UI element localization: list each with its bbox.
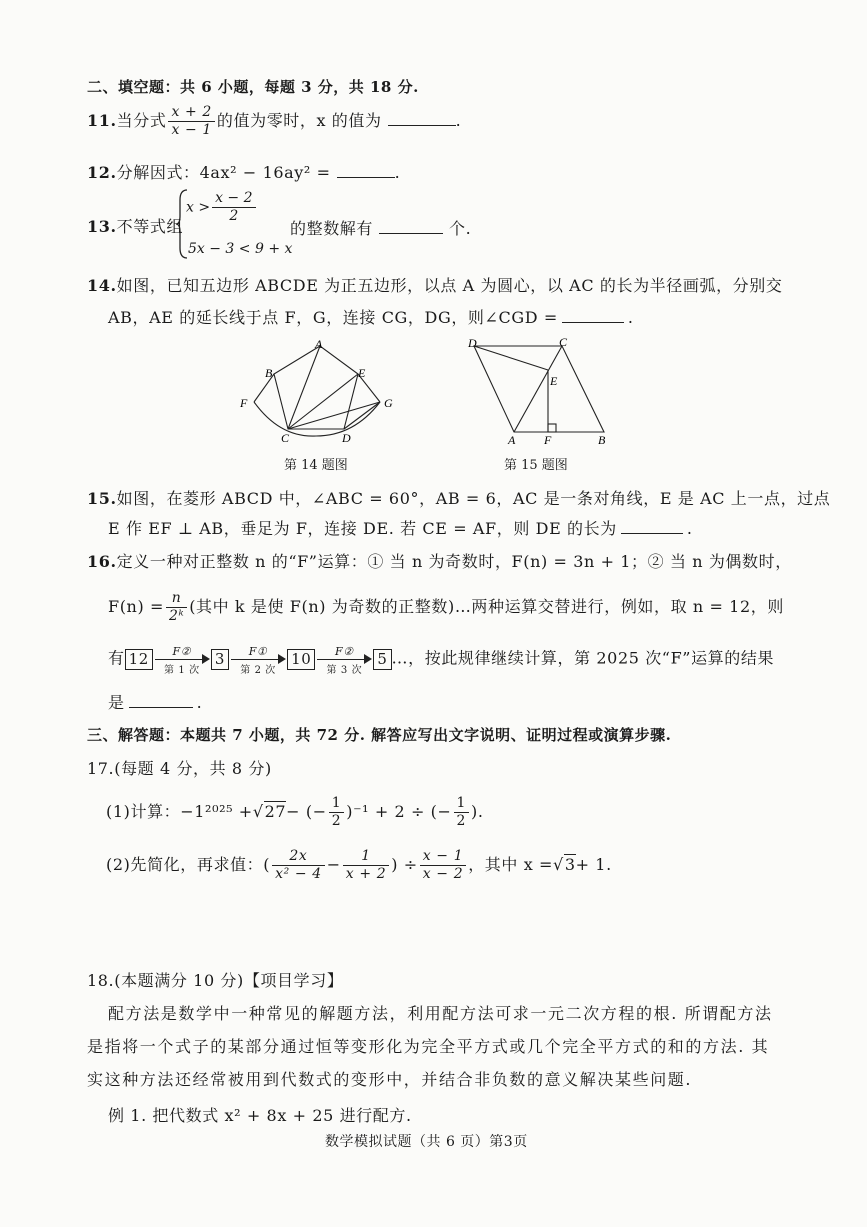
answer-blank[interactable] xyxy=(388,111,456,126)
page-footer: 数学模拟试题（共 6 页）第3页 xyxy=(325,1134,528,1150)
label-c: C xyxy=(559,335,568,349)
q16-text-3: …，按此规律继续计算，第 2025 次“F”运算的结果 xyxy=(391,648,775,668)
fraction-numerator: x − 2 xyxy=(212,190,255,208)
part-label: (1)计算： xyxy=(106,802,181,821)
q11-fraction xyxy=(168,104,214,139)
question-13-label xyxy=(87,214,183,237)
fraction-denominator: 2 xyxy=(331,813,342,829)
question-16-line-2 xyxy=(108,590,784,625)
question-number: 16. xyxy=(87,552,117,571)
label-g: G xyxy=(384,396,393,410)
inequality-lhs: x > xyxy=(186,199,211,216)
question-16-line-3 xyxy=(108,645,775,676)
arrow-step-label: 第 3 次 xyxy=(326,665,363,676)
arrow-operation-label: F① xyxy=(248,645,268,658)
figure-14-caption: 第 14 题图 xyxy=(284,458,348,473)
q13-inequality-2: 5x − 3 < 9 + x xyxy=(188,241,293,257)
operation-arrow xyxy=(315,645,373,676)
q16-formula-prefix: F(n) = xyxy=(108,597,164,616)
fraction-numerator: 1 xyxy=(329,795,345,813)
expr-segment: ). xyxy=(471,802,484,821)
value-box: 3 xyxy=(211,649,229,670)
q12-text: 分解因式：4ax² − 16ay² = xyxy=(116,163,331,182)
q13-end: 个. xyxy=(449,219,472,238)
sqrt-radicand: 27 xyxy=(264,802,287,821)
inequality-fraction xyxy=(212,190,255,225)
label-b: B xyxy=(265,366,273,380)
question-13-tail xyxy=(290,216,471,239)
fraction-numerator: x − 1 xyxy=(420,848,466,866)
answer-blank[interactable] xyxy=(337,163,395,178)
fraction xyxy=(329,795,345,830)
q15-text-2: E 作 EF ⊥ AB，垂足为 F，连接 DE. 若 CE = AF，则 DE 的长为 xyxy=(108,519,617,538)
question-number: 12. xyxy=(87,163,117,182)
q15-end: . xyxy=(686,519,693,538)
question-18-header: 18.(本题满分 10 分)【项目学习】 xyxy=(87,971,344,990)
q18-paragraph-line-3: 实这种方法还经常被用到代数式的变形中，并结合非负数的意义解决某些问题. xyxy=(87,1070,693,1089)
question-15-line-2 xyxy=(108,516,693,539)
value-box: 12 xyxy=(125,649,153,670)
fraction-denominator: 2 xyxy=(456,813,467,829)
value-box: 10 xyxy=(287,649,315,670)
q16-fraction xyxy=(166,590,187,625)
label-d: D xyxy=(342,431,351,445)
arrow-step-label: 第 1 次 xyxy=(164,665,200,676)
part-label: (2)先简化，再求值：( xyxy=(106,855,271,874)
expr-segment: − xyxy=(326,855,341,874)
question-16-line-1 xyxy=(87,549,792,572)
label-a: A xyxy=(315,337,323,351)
fraction xyxy=(454,795,470,830)
operation-arrow xyxy=(153,645,211,676)
question-number: 15. xyxy=(87,489,117,508)
q13-prefix: 不等式组 xyxy=(116,217,184,236)
q13-inequality-1 xyxy=(186,190,258,225)
answer-blank[interactable] xyxy=(379,219,443,234)
expr-segment: − (− xyxy=(286,802,327,821)
q16-text-3-prefix: 有 xyxy=(108,648,125,668)
fraction xyxy=(272,848,325,883)
sqrt-radicand: 3 xyxy=(564,855,576,874)
q11-suffix: 的值为零时，x 的值为 xyxy=(216,111,382,130)
label-e: E xyxy=(358,366,366,380)
q14-end: . xyxy=(627,308,634,327)
q16-end: . xyxy=(196,693,203,712)
expr-segment: )⁻¹ + 2 ÷ (− xyxy=(346,802,452,821)
arrow-operation-label: F② xyxy=(172,645,192,658)
label-c: C xyxy=(281,431,290,445)
label-f: F xyxy=(544,433,552,446)
section-2-title: 二、填空题：共 6 小题，每题 3 分，共 18 分. xyxy=(87,78,419,96)
question-17-part-2: (2)先简化，再求值：( $\frac{2x}{\text{x² − 4}}$ − $\frac{1}{x + 2}$ ) ÷ $\frac{x - 1}{x - 2}$ ，其中 x =√3+ 1. xyxy=(106,848,612,882)
expr-segment: + 1. xyxy=(575,855,612,874)
fraction xyxy=(343,848,389,883)
fraction-denominator: 2 xyxy=(229,208,239,224)
question-17-part-1: (1)计算：−1²⁰²⁵ +√27− (− $\frac{1}{2}$ )⁻¹ + 2 ÷ (− $\frac{1}{2}$ ). xyxy=(106,795,484,829)
fraction-numerator: n xyxy=(166,590,187,608)
expr-segment: ，其中 x = xyxy=(468,855,554,874)
section-3-title: 三、解答题：本题共 7 小题，共 72 分. 解答应写出文字说明、证明过程或演算步骤. xyxy=(87,726,672,744)
figure-15-rhombus xyxy=(458,334,618,446)
value-box: 5 xyxy=(373,649,391,670)
q18-example-1: 例 1. 把代数式 x² + 8x + 25 进行配方. xyxy=(108,1106,412,1125)
expr-segment: −1²⁰²⁵ + xyxy=(180,802,253,821)
fraction-denominator: x² − 4 xyxy=(275,866,322,882)
q15-text-1: 如图，在菱形 ABCD 中，∠ABC = 60°，AB = 6，AC 是一条对角线，E 是 AC 上一点，过点 xyxy=(116,489,831,508)
fraction-denominator: x − 1 xyxy=(171,122,212,138)
answer-blank[interactable] xyxy=(129,693,193,708)
question-12 xyxy=(87,160,400,183)
question-number: 11. xyxy=(87,111,117,130)
q12-end: . xyxy=(394,163,401,182)
answer-blank[interactable] xyxy=(562,308,624,323)
question-number: 13. xyxy=(87,217,117,236)
q11-prefix: 当分式 xyxy=(116,111,167,130)
question-11 xyxy=(87,104,461,139)
figure-15-caption: 第 15 题图 xyxy=(504,458,568,473)
arrow-step-label: 第 2 次 xyxy=(240,665,276,676)
q18-paragraph-line-2: 是指将一个式子的某部分通过恒等变形化为完全平方式或几个完全平方式的和的方法. 其 xyxy=(87,1037,770,1056)
question-number: 14. xyxy=(87,276,117,295)
question-17-header: 17.(每题 4 分，共 8 分) xyxy=(87,759,272,778)
question-15-line-1 xyxy=(87,486,830,509)
q16-text-1: 定义一种对正整数 n 的“F”运算：① 当 n 为奇数时，F(n) = 3n + 1；② 当 n 为偶数时， xyxy=(116,552,792,571)
label-a: A xyxy=(508,433,516,446)
q16-text-2: (其中 k 是使 F(n) 为奇数的正整数)…两种运算交替进行，例如，取 n = 12，则 xyxy=(189,597,784,616)
q11-end: . xyxy=(455,111,462,130)
operation-arrow xyxy=(229,645,287,676)
fraction xyxy=(420,848,466,883)
label-d: D xyxy=(468,336,477,350)
fraction-denominator: x − 2 xyxy=(422,866,464,882)
fraction-numerator: 1 xyxy=(454,795,470,813)
question-16-line-4 xyxy=(108,690,202,713)
fraction-denominator: x + 2 xyxy=(345,866,387,882)
fraction-numerator: x + 2 xyxy=(168,104,214,122)
arrow-operation-label: F② xyxy=(335,645,354,658)
q18-paragraph-line-1: 配方法是数学中一种常见的解题方法，利用配方法可求一元二次方程的根. 所谓配方法 xyxy=(108,1004,773,1023)
label-e: E xyxy=(550,374,558,388)
answer-blank[interactable] xyxy=(621,519,683,534)
q14-text-2: AB，AE 的延长线于点 F，G，连接 CG，DG，则∠CGD = xyxy=(108,308,558,327)
q14-text-1: 如图，已知五边形 ABCDE 为正五边形，以点 A 为圆心，以 AC 的长为半径画弧，分别交 xyxy=(116,276,783,295)
question-14-line-1 xyxy=(87,273,782,296)
q16-text-4: 是 xyxy=(108,693,125,712)
q13-suffix: 的整数解有 xyxy=(290,219,374,238)
fraction-numerator: 1 xyxy=(343,848,389,866)
label-b: B xyxy=(598,433,606,446)
figure-14-pentagon xyxy=(232,336,406,448)
expr-segment: ) ÷ xyxy=(391,855,418,874)
question-14-line-2 xyxy=(108,305,634,328)
fraction-numerator: 2x xyxy=(272,848,325,866)
fraction-denominator: 2ᵏ xyxy=(168,608,185,624)
label-f: F xyxy=(240,396,248,410)
